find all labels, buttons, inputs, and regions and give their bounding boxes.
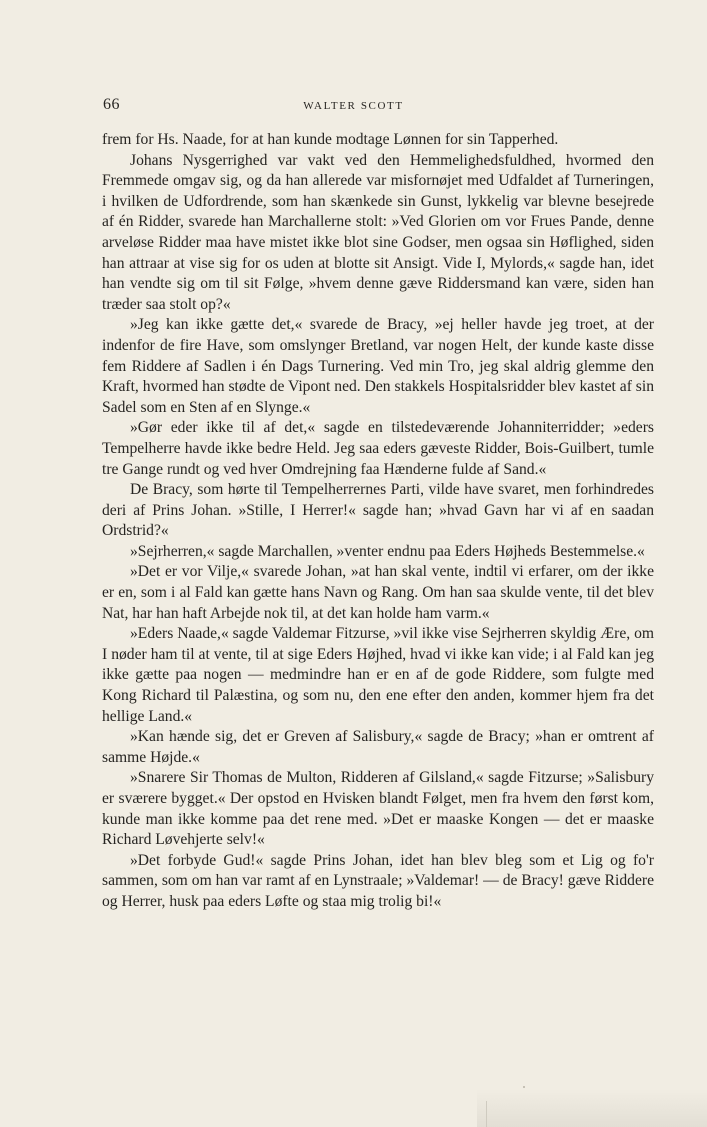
body-text bbox=[102, 130, 654, 913]
paragraph: »Eders Naade,« sagde Valdemar Fitzurse, »vil ikke vise Sejrherren skyldig Ære, om I nøder ham til at vente, til at sige Eders Højhed, hvad vi ikke kan vide; i al Fald kan jeg ikke gætte paa nogen — medmindre han er en af de gode Riddere, som fulgte med Kong Richard til Palæstina, og som nu, den ene efter den anden, kommer hjem fra det hellige Land.« bbox=[102, 625, 654, 725]
paper-speck bbox=[523, 1086, 525, 1088]
paragraph: »Gør eder ikke til af det,« sagde en tilstedeværende Johanniterridder; »eders Tempelherre havde ikke bedre Held. Jeg saa eders gæveste Ridder, Bois-Guilbert, tumle tre Gange rundt og ved hver Omdrejning faa Hænderne fulde af Sand.« bbox=[102, 419, 654, 478]
paragraph: »Kan hænde sig, det er Greven af Salisbury,« sagde de Bracy; »han er omtrent af samme Højde.« bbox=[102, 728, 654, 766]
paragraph: »Det forbyde Gud!« sagde Prins Johan, idet han blev bleg som et Lig og fo'r sammen, som om han var ramt af en Lynstraale; »Valdemar! — de Bracy! gæve Riddere og Herrer, husk paa eders Løfte og staa mig trolig bi!« bbox=[102, 851, 654, 910]
paragraph: »Jeg kan ikke gætte det,« svarede de Bracy, »ej heller havde jeg troet, at der indenfor de fire Have, som omslynger Bretland, var nogen Helt, der kunde kaste disse fem Riddere af Sadlen i én Dags Turnering. Ved min Tro, jeg skal aldrig glemme den Kraft, hvormed han stødte de Vipont ned. Den stakkels Hospitalsridder blev kastet af sin Sadel som en Sten af en Slynge.« bbox=[102, 316, 654, 416]
page-number: 66 bbox=[103, 96, 120, 113]
page-edge-line bbox=[486, 1101, 487, 1127]
page-corner-shadow bbox=[477, 1089, 707, 1127]
paragraph: frem for Hs. Naade, for at han kunde modtage Lønnen for sin Tapperhed. bbox=[102, 131, 559, 148]
paragraph: »Det er vor Vilje,« svarede Johan, »at han skal vente, indtil vi erfarer, om der ikke er en, som i al Fald kan gætte hans Navn og Rang. Om han saa skulde vente, til det blev Nat, har han haft Arbejde nok til, at det kan holde ham varm.« bbox=[102, 563, 654, 622]
paragraph: »Snarere Sir Thomas de Multon, Ridderen af Gilsland,« sagde Fitzurse; »Salisbury er sværere bygget.« Der opstod en Hvisken blandt Følget, men fra hvem den først kom, kunde man ikke komme paa det rene med. »Det er maaske Kongen — det er maaske Richard Løvehjerte selv!« bbox=[102, 769, 654, 849]
running-title: WALTER SCOTT bbox=[303, 100, 404, 112]
paragraph: De Bracy, som hørte til Tempelherrernes Parti, vilde have svaret, men forhindredes deri af Prins Johan. »Stille, I Herrer!« sagde han; »hvad Gavn har vi af en saadan Ordstrid?« bbox=[102, 481, 654, 540]
paragraph: »Sejrherren,« sagde Marchallen, »venter endnu paa Eders Højheds Bestemmelse.« bbox=[130, 542, 645, 560]
paragraph: Johans Nysgerrighed var vakt ved den Hemmelighedsfuldhed, hvormed den Fremmede omgav sig, og da han allerede var misfornøjet med Udfaldet af Turneringen, i hvilken de Udfordrende, som han skænkede sin Gunst, lykkelig var blevne besejrede af én Ridder, svarede han Marchallerne stolt: »Ved Glorien om vor Frues Pande, denne arveløse Ridder maa have mistet ikke blot sine Godser, men ogsaa sin Høflighed, siden han attraar at vise sig for os uden at blotte sit Ansigt. Vide I, Mylords,« sagde han, idet han vendte sig om til sit Følge, »hvem denne gæve Riddersmand kan være, siden han træder saa stolt op?« bbox=[102, 151, 654, 313]
